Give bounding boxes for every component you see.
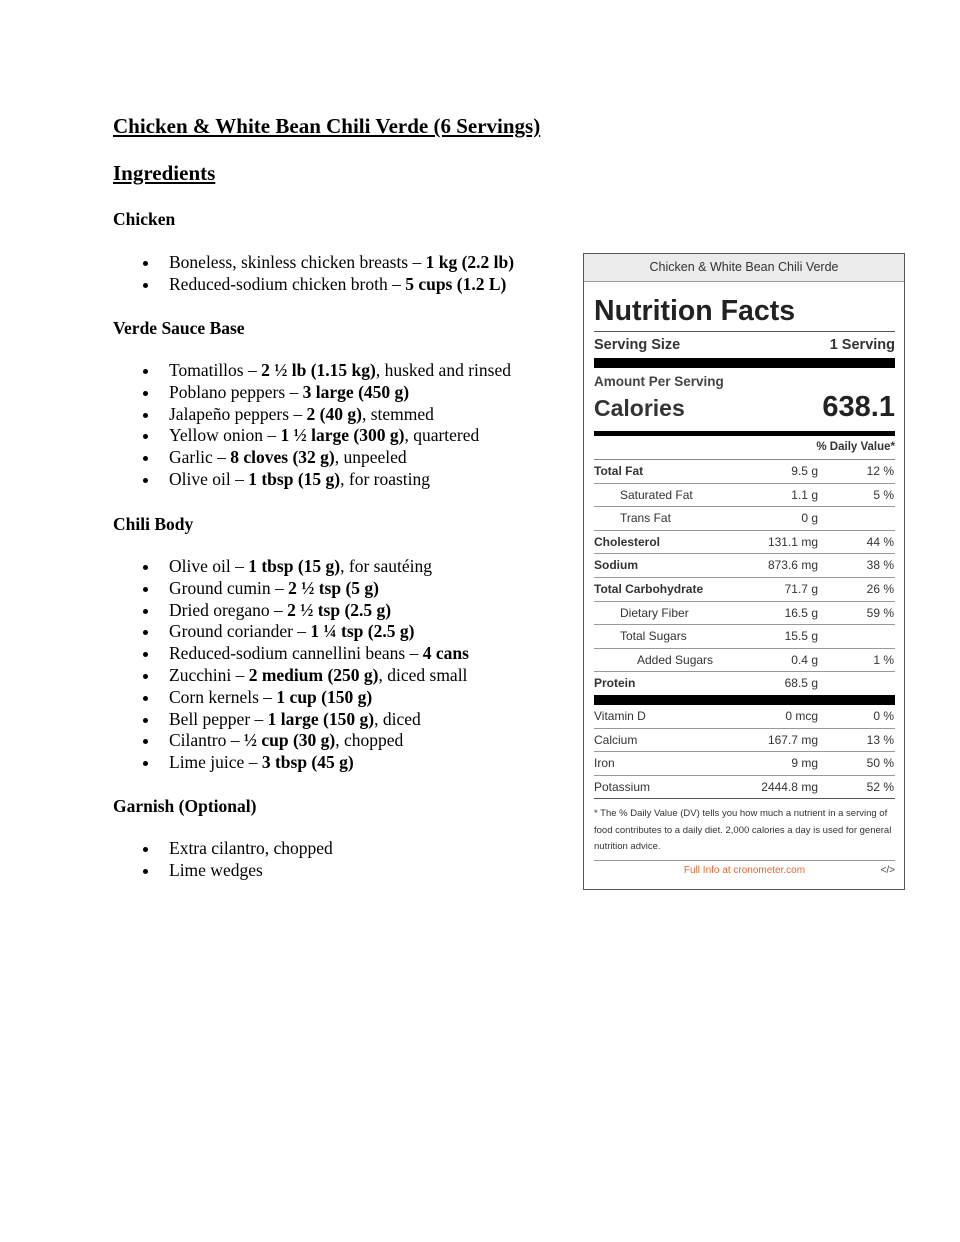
nutrient-name: Total Carbohydrate xyxy=(594,581,704,596)
nutrient-name: Calcium xyxy=(594,732,638,747)
ingredient-quantity: 5 cups (1.2 L) xyxy=(405,273,507,294)
nutrient-row xyxy=(594,672,895,695)
section-label: Verde Sauce Base xyxy=(113,318,245,338)
nutrient-row xyxy=(594,460,895,484)
ingredient-note: , quartered xyxy=(404,425,480,446)
nutrient-name: Saturated Fat xyxy=(620,487,693,502)
ingredient-name: Tomatillos – xyxy=(169,360,262,380)
nutrient-daily-value: 5 % xyxy=(873,487,894,502)
ingredient-name: Corn kernels – xyxy=(169,686,277,707)
ingredient-name: Poblano peppers – xyxy=(169,381,303,402)
vitamin-rows xyxy=(594,705,895,798)
ingredient-item xyxy=(141,252,514,274)
nutrition-facts-title: Nutrition Facts xyxy=(594,295,796,327)
ingredient-item xyxy=(141,600,469,622)
nutrient-row xyxy=(594,531,895,555)
calories-row xyxy=(594,391,895,431)
ingredient-item xyxy=(141,709,469,731)
ingredient-item xyxy=(141,274,514,296)
ingredient-quantity: 3 large (450 g) xyxy=(302,381,410,402)
ingredient-name: Reduced-sodium cannellini beans – xyxy=(169,643,423,664)
ingredient-item xyxy=(141,425,511,447)
nutrient-amount: 16.5 g xyxy=(784,605,818,620)
ingredient-note: , chopped xyxy=(335,730,404,751)
ingredient-name: Dried oregano – xyxy=(169,599,288,620)
ingredient-note: , husked and rinsed xyxy=(375,360,511,380)
nutrient-amount: 0.4 g xyxy=(791,652,818,667)
nutrient-amount: 873.6 mg xyxy=(767,558,818,573)
nutrient-amount: 131.1 mg xyxy=(767,534,818,549)
ingredient-note: , for roasting xyxy=(340,468,431,489)
nutrient-daily-value: 59 % xyxy=(866,605,894,620)
nutrient-name: Sodium xyxy=(594,558,638,573)
divider xyxy=(594,695,895,705)
ingredient-item xyxy=(141,578,469,600)
nutrient-daily-value: 38 % xyxy=(866,558,894,573)
nutrient-name: Trans Fat xyxy=(620,511,671,526)
nutrient-daily-value: 1 % xyxy=(873,652,894,667)
nutrient-name: Dietary Fiber xyxy=(620,605,689,620)
nutrition-recipe-name: Chicken & White Bean Chili Verde xyxy=(584,254,904,282)
ingredient-name: Olive oil – xyxy=(169,556,249,576)
nutrient-row xyxy=(594,649,895,673)
nutrient-name: Total Fat xyxy=(594,464,644,478)
ingredient-list xyxy=(141,838,333,882)
ingredient-note: , diced small xyxy=(378,664,468,685)
nutrient-row xyxy=(594,578,895,602)
ingredient-note: , unpeeled xyxy=(334,447,407,468)
nutrient-daily-value: 52 % xyxy=(866,779,894,794)
ingredient-note: , for sautéing xyxy=(340,556,432,576)
ingredient-item xyxy=(141,556,469,578)
serving-size-row xyxy=(594,332,895,358)
full-info-row xyxy=(594,861,895,881)
nutrient-name: Total Sugars xyxy=(620,629,687,644)
ingredient-quantity: 1 ½ large (300 g) xyxy=(280,425,405,446)
ingredient-name: Lime wedges xyxy=(169,859,263,880)
vitamin-row xyxy=(594,752,895,776)
section-label: Chili Body xyxy=(113,514,194,534)
nutrient-amount: 0 mcg xyxy=(785,708,818,723)
ingredient-quantity: 1 large (150 g) xyxy=(267,708,375,729)
ingredient-quantity: 1 tbsp (15 g) xyxy=(248,556,341,576)
ingredient-name: Ground coriander – xyxy=(169,621,311,642)
ingredient-item xyxy=(141,621,469,643)
ingredient-quantity: 4 cans xyxy=(422,643,469,664)
ingredient-item xyxy=(141,860,333,882)
document-title: Chicken & White Bean Chili Verde (6 Servings) xyxy=(113,114,541,138)
ingredient-name: Jalapeño peppers – xyxy=(169,403,307,424)
ingredient-item xyxy=(141,382,511,404)
serving-size-value: 1 Serving xyxy=(829,337,895,353)
vitamin-row xyxy=(594,729,895,753)
nutrient-amount: 71.7 g xyxy=(784,581,818,596)
ingredient-item xyxy=(141,360,511,382)
nutrient-amount: 2444.8 mg xyxy=(761,779,818,794)
section-label: Chicken xyxy=(113,209,176,229)
nutrient-amount: 1.1 g xyxy=(791,487,818,502)
nutrient-row xyxy=(594,507,895,531)
ingredient-quantity: 2 ½ lb (1.15 kg) xyxy=(261,360,376,380)
nutrient-row xyxy=(594,484,895,508)
ingredient-note: , diced xyxy=(374,708,421,729)
nutrition-facts-label xyxy=(583,253,905,890)
ingredient-item xyxy=(141,469,511,491)
nutrient-amount: 9.5 g xyxy=(791,464,818,478)
ingredient-list xyxy=(141,360,511,491)
ingredient-quantity: 3 tbsp (45 g) xyxy=(261,752,354,773)
nutrient-amount: 68.5 g xyxy=(784,676,818,691)
nutrient-amount: 15.5 g xyxy=(784,629,818,644)
daily-value-footnote: * The % Daily Value (DV) tells you how much a nutrient in a serving of food contributes to a daily diet. 2,000 calories a day is used for general nutrition advice. xyxy=(594,799,895,861)
ingredient-item xyxy=(141,752,469,774)
calories-value: 638.1 xyxy=(822,391,895,423)
ingredient-note: , stemmed xyxy=(361,403,434,424)
vitamin-row xyxy=(594,776,895,799)
ingredient-quantity: 2 ½ tsp (5 g) xyxy=(288,577,379,598)
ingredient-item xyxy=(141,643,469,665)
nutrient-name: Added Sugars xyxy=(637,652,714,667)
ingredient-quantity: 1 cup (150 g) xyxy=(276,686,373,707)
serving-size-label: Serving Size xyxy=(594,337,681,353)
ingredients-heading: Ingredients xyxy=(113,161,216,185)
nutrient-daily-value: 26 % xyxy=(866,581,894,596)
ingredient-name: Olive oil – xyxy=(169,468,249,489)
nutrient-daily-value: 13 % xyxy=(866,732,894,747)
ingredient-quantity: 2 medium (250 g) xyxy=(248,664,379,685)
nutrient-amount: 0 g xyxy=(801,511,818,526)
ingredient-quantity: 8 cloves (32 g) xyxy=(230,447,335,468)
ingredient-list xyxy=(141,252,514,296)
ingredient-name: Bell pepper – xyxy=(169,708,268,729)
nutrient-row xyxy=(594,602,895,626)
nutrient-amount: 167.7 mg xyxy=(767,732,818,747)
nutrient-row xyxy=(594,554,895,578)
nutrient-row xyxy=(594,625,895,649)
ingredient-name: Extra cilantro, chopped xyxy=(169,838,333,858)
ingredient-name: Lime juice – xyxy=(169,752,262,773)
nutrient-name: Iron xyxy=(594,756,615,771)
nutrient-name: Protein xyxy=(594,676,636,691)
ingredient-quantity: 2 ½ tsp (2.5 g) xyxy=(287,599,392,620)
ingredient-list xyxy=(141,556,469,774)
nutrient-daily-value: 0 % xyxy=(873,708,894,723)
ingredient-name: Yellow onion – xyxy=(169,425,281,446)
nutrient-amount: 9 mg xyxy=(791,756,818,771)
ingredient-item xyxy=(141,447,511,469)
embed-code-icon[interactable]: </> xyxy=(880,865,895,877)
full-info-link[interactable]: Full Info at cronometer.com xyxy=(683,865,806,877)
nutrient-daily-value: 44 % xyxy=(866,534,894,549)
daily-value-header: % Daily Value* xyxy=(594,436,895,460)
nutrient-daily-value: 50 % xyxy=(866,756,894,771)
ingredient-quantity: 1 tbsp (15 g) xyxy=(248,468,341,489)
calories-label: Calories xyxy=(594,395,685,421)
ingredient-quantity: ½ cup (30 g) xyxy=(243,730,336,751)
nutrient-name: Cholesterol xyxy=(594,534,661,549)
ingredient-name: Boneless, skinless chicken breasts – xyxy=(169,252,426,272)
ingredient-item xyxy=(141,838,333,860)
nutrient-rows xyxy=(594,460,895,695)
amount-per-serving: Amount Per Serving xyxy=(594,374,724,389)
vitamin-row xyxy=(594,705,895,729)
ingredient-quantity: 1 ¼ tsp (2.5 g) xyxy=(310,621,415,642)
section-label: Garnish (Optional) xyxy=(113,796,257,816)
ingredient-name: Ground cumin – xyxy=(169,577,289,598)
ingredient-quantity: 1 kg (2.2 lb) xyxy=(425,252,515,272)
ingredient-name: Reduced-sodium chicken broth – xyxy=(169,273,406,294)
ingredient-item xyxy=(141,730,469,752)
nutrient-daily-value: 12 % xyxy=(866,464,894,478)
ingredient-name: Cilantro – xyxy=(169,730,244,751)
ingredient-name: Garlic – xyxy=(169,447,231,468)
nutrient-name: Potassium xyxy=(594,779,651,794)
ingredient-name: Zucchini – xyxy=(169,664,249,685)
nutrient-name: Vitamin D xyxy=(594,708,646,723)
ingredient-item xyxy=(141,404,511,426)
ingredient-quantity: 2 (40 g) xyxy=(306,403,362,424)
ingredient-item xyxy=(141,687,469,709)
divider xyxy=(594,358,895,368)
ingredient-item xyxy=(141,665,469,687)
